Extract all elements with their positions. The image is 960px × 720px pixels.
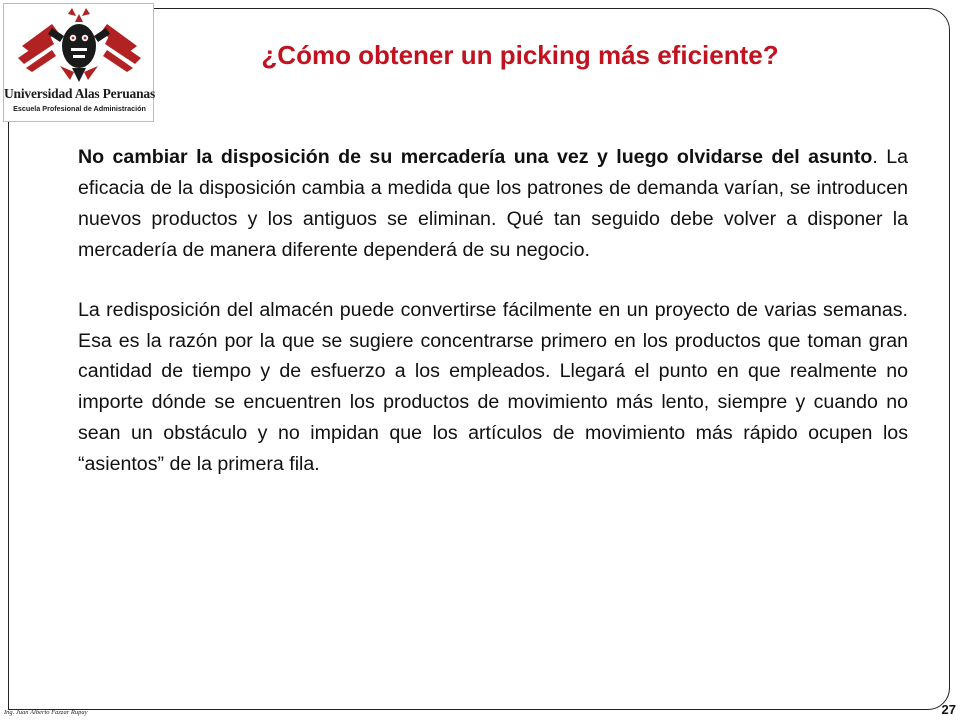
paragraph-2: La redisposición del almacén puede convertirse fácilmente en un proyecto de varias semanas. Esa es la razón por la que se sugiere concentrarse primero en los productos que toman gran cantidad de tiempo y de esfuerzo a los empleados. Llegará el punto en que realmente no importe dónde se encuentren los productos de movimiento más lento, siempre y cuando no sean un obstáculo y no impidan que los artículos de movimiento más rápido ocupen los “asientos” de la primera fila.: [78, 298, 908, 476]
paragraph-1-text: . La eficacia de la disposición cambia a medida que los patrones de demanda varían, se introducen nuevos productos y los antiguos se eliminan. Qué tan seguido debe volver a disponer la mercadería de manera diferente dependerá de su negocio.: [78, 146, 908, 261]
condor-emblem-icon: [12, 6, 147, 84]
slide-title: ¿Cómo obtener un picking más eficiente?: [261, 40, 779, 70]
paragraph-1: [78, 142, 908, 266]
university-name: Universidad Alas Peruanas: [4, 86, 156, 101]
school-name: Escuela Profesional de Administración: [13, 104, 146, 113]
page-number: 27: [941, 702, 956, 717]
paragraph-1-bold-lead: No cambiar la disposición de su mercadería una vez y luego olvidarse del asunto: [78, 146, 873, 168]
footer-author: Ing. Juan Alberto Fazzar Rupay: [4, 709, 88, 716]
slide-body: [78, 142, 908, 480]
university-logo: [3, 3, 154, 122]
